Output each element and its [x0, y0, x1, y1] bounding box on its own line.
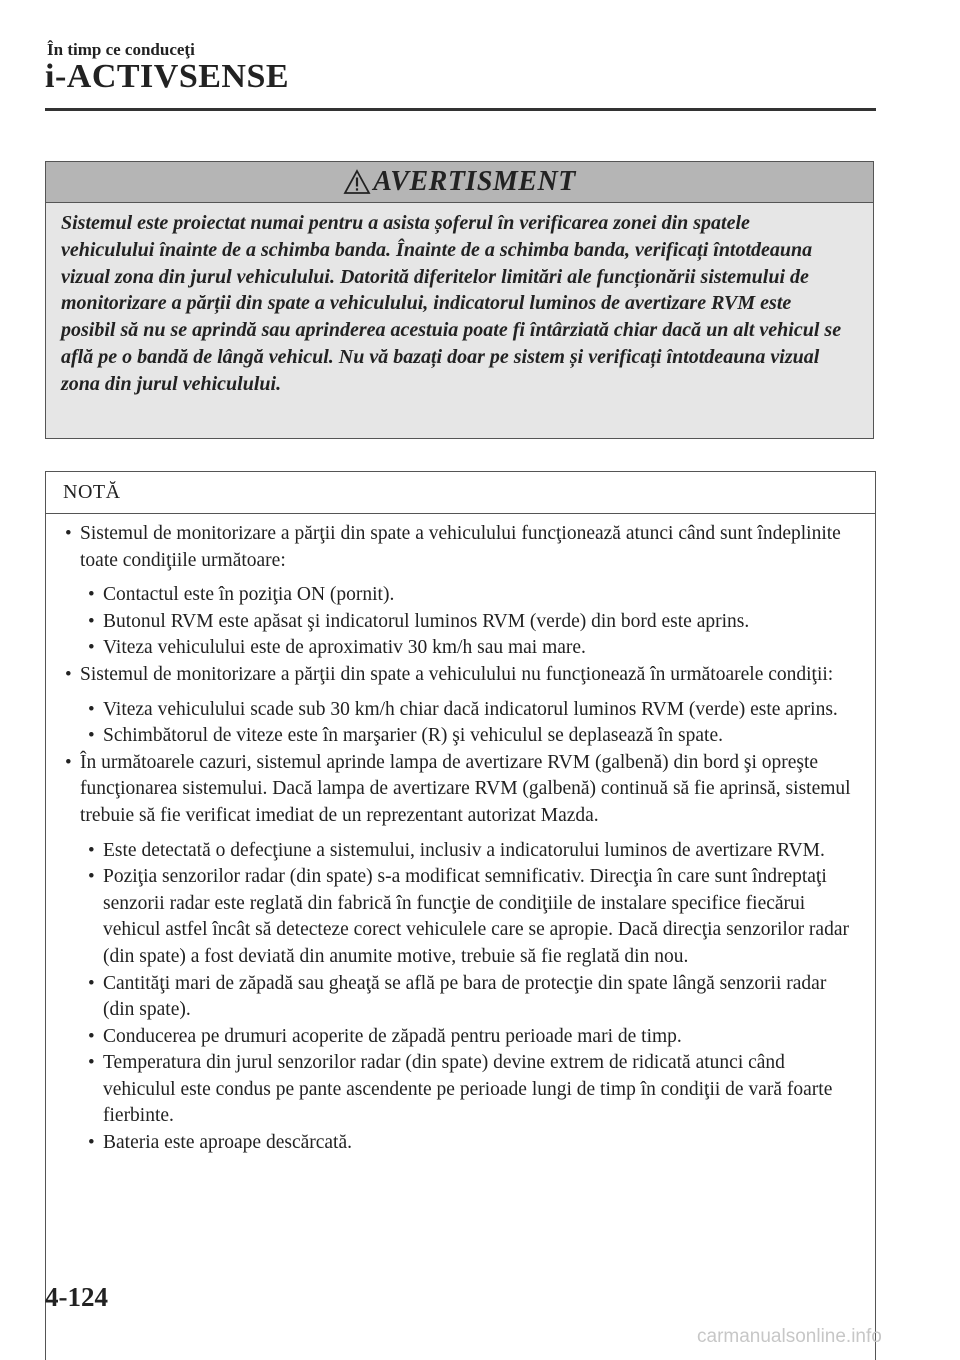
bullet-icon: • — [88, 972, 95, 994]
note-subitem-text: Viteza vehiculului este de aproximativ 30 km/h sau mai mare. — [103, 637, 586, 659]
note-subitem-text: Temperatura din jurul senzorilor radar (din spate) devine extrem de ridicată atunci când vehiculul este condus pe pante ascendente pe perioade lungi de timp în condiţii de vară foarte fierbinte. — [103, 1052, 833, 1127]
bullet-icon: • — [65, 523, 72, 544]
note-subitem-text: Poziţia senzorilor radar (din spate) s-a modificat semnificativ. Direcţia în care sunt îndreptaţi senzorii radar este reglată din fabrică în funcţie de condiţiile de instalare specifice fiecărui vehicul astfel încât să detecteze corect vehiculele care se apropie. Dacă direcţia senzorilor radar (din spate) a fost deviată din anumite motive, trebuie să fie reglată din nou. — [103, 866, 849, 967]
chapter-title: i-ACTIVSENSE — [45, 58, 290, 95]
bullet-icon: • — [65, 751, 72, 773]
note-item-text: Sistemul de monitorizare a părţii din spate a vehiculului nu funcţionează în următoarele condiţii: — [80, 663, 834, 685]
watermark: carmanualsonline.info — [697, 1326, 882, 1347]
note-subitem — [63, 1050, 861, 1130]
note-subitem — [63, 864, 861, 970]
section-label: În timp ce conduceţi — [47, 40, 195, 59]
note-title: NOTĂ — [63, 481, 121, 503]
note-subitem — [63, 971, 861, 1024]
header-rule — [45, 108, 876, 111]
note-subitem-text: Butonul RVM este apăsat şi indicatorul luminos RVM (verde) din bord este aprins. — [103, 610, 750, 632]
note-subitem — [63, 697, 861, 724]
note-subitem — [63, 723, 861, 750]
note-subitem — [63, 582, 861, 609]
note-item-text: Sistemul de monitorizare a părţii din spate a vehiculului funcţionează atunci când sunt îndeplinite toate condiţiile următoare: — [80, 523, 841, 571]
warning-text: Sistemul este proiectat numai pentru a asista șoferul în verificarea zonei din spatele vehiculului înainte de a schimba banda. Înainte de a schimba banda, verificați întotdeauna vizual zona din jurul vehiculului. Datorită diferitelor limitări ale funcționării sistemului de monitorizare a părții din spate a vehiculului, indicatorul luminos de avertizare RVM este posibil să nu se aprindă sau aprinderea acestuia poate fi întârziată chiar dacă un alt vehicul se află pe o bandă de lângă vehicul. Nu vă bazați doar pe sistem și verificați întotdeauna vizual zona din jurul vehiculului. — [61, 212, 842, 395]
bullet-icon: • — [65, 663, 72, 685]
note-subitem-text: Viteza vehiculului scade sub 30 km/h chiar dacă indicatorul luminos RVM (verde) este aprins. — [103, 698, 838, 720]
note-item — [63, 662, 861, 689]
note-subitem-text: Conducerea pe drumuri acoperite de zăpadă pentru perioade mari de timp. — [103, 1025, 682, 1047]
note-subitem — [63, 609, 861, 636]
note-subitem-text: Este detectată o defecţiune a sistemului, inclusiv a indicatorului luminos de avertizare RVM. — [103, 839, 825, 861]
warning-triangle-icon — [343, 169, 371, 195]
note-subitem-text: Contactul este în poziţia ON (pornit). — [103, 584, 395, 606]
bullet-icon: • — [88, 866, 95, 888]
bullet-icon: • — [88, 1025, 95, 1047]
note-subitem — [63, 1130, 861, 1157]
bullet-icon: • — [88, 698, 95, 720]
note-subitem — [63, 1024, 861, 1051]
note-subitem — [63, 635, 861, 662]
bullet-icon: • — [88, 637, 95, 659]
warning-box — [45, 161, 874, 439]
bullet-icon: • — [88, 839, 95, 861]
note-subitem — [63, 838, 861, 865]
note-body — [46, 514, 875, 1157]
bullet-icon: • — [88, 584, 95, 606]
note-item-text: În următoarele cazuri, sistemul aprinde lampa de avertizare RVM (galbenă) din bord şi opreşte funcţionarea sistemului. Dacă lampa de avertizare RVM (galbenă) continuă să fie aprinsă, sistemul trebuie să fie verificat imediat de un reprezentant autorizat Mazda. — [80, 751, 851, 826]
bullet-icon: • — [88, 1052, 95, 1074]
warning-header — [46, 162, 873, 203]
note-box — [45, 471, 876, 1360]
bullet-icon: • — [88, 1132, 95, 1154]
note-header — [46, 472, 875, 514]
note-item — [63, 521, 861, 574]
page-number: 4-124 — [45, 1282, 108, 1312]
bullet-icon: • — [88, 725, 95, 747]
note-subitem-text: Bateria este aproape descărcată. — [103, 1132, 353, 1154]
note-subitem-text: Schimbătorul de viteze este în marşarier (R) şi vehiculul se deplasează în spate. — [103, 725, 723, 747]
note-subitem-text: Cantităţi mari de zăpadă sau gheaţă se află pe bara de protecţie din spate lângă senzorii radar (din spate). — [103, 972, 827, 1021]
warning-title: AVERTISMENT — [373, 166, 576, 197]
bullet-icon: • — [88, 610, 95, 632]
note-item — [63, 750, 861, 830]
